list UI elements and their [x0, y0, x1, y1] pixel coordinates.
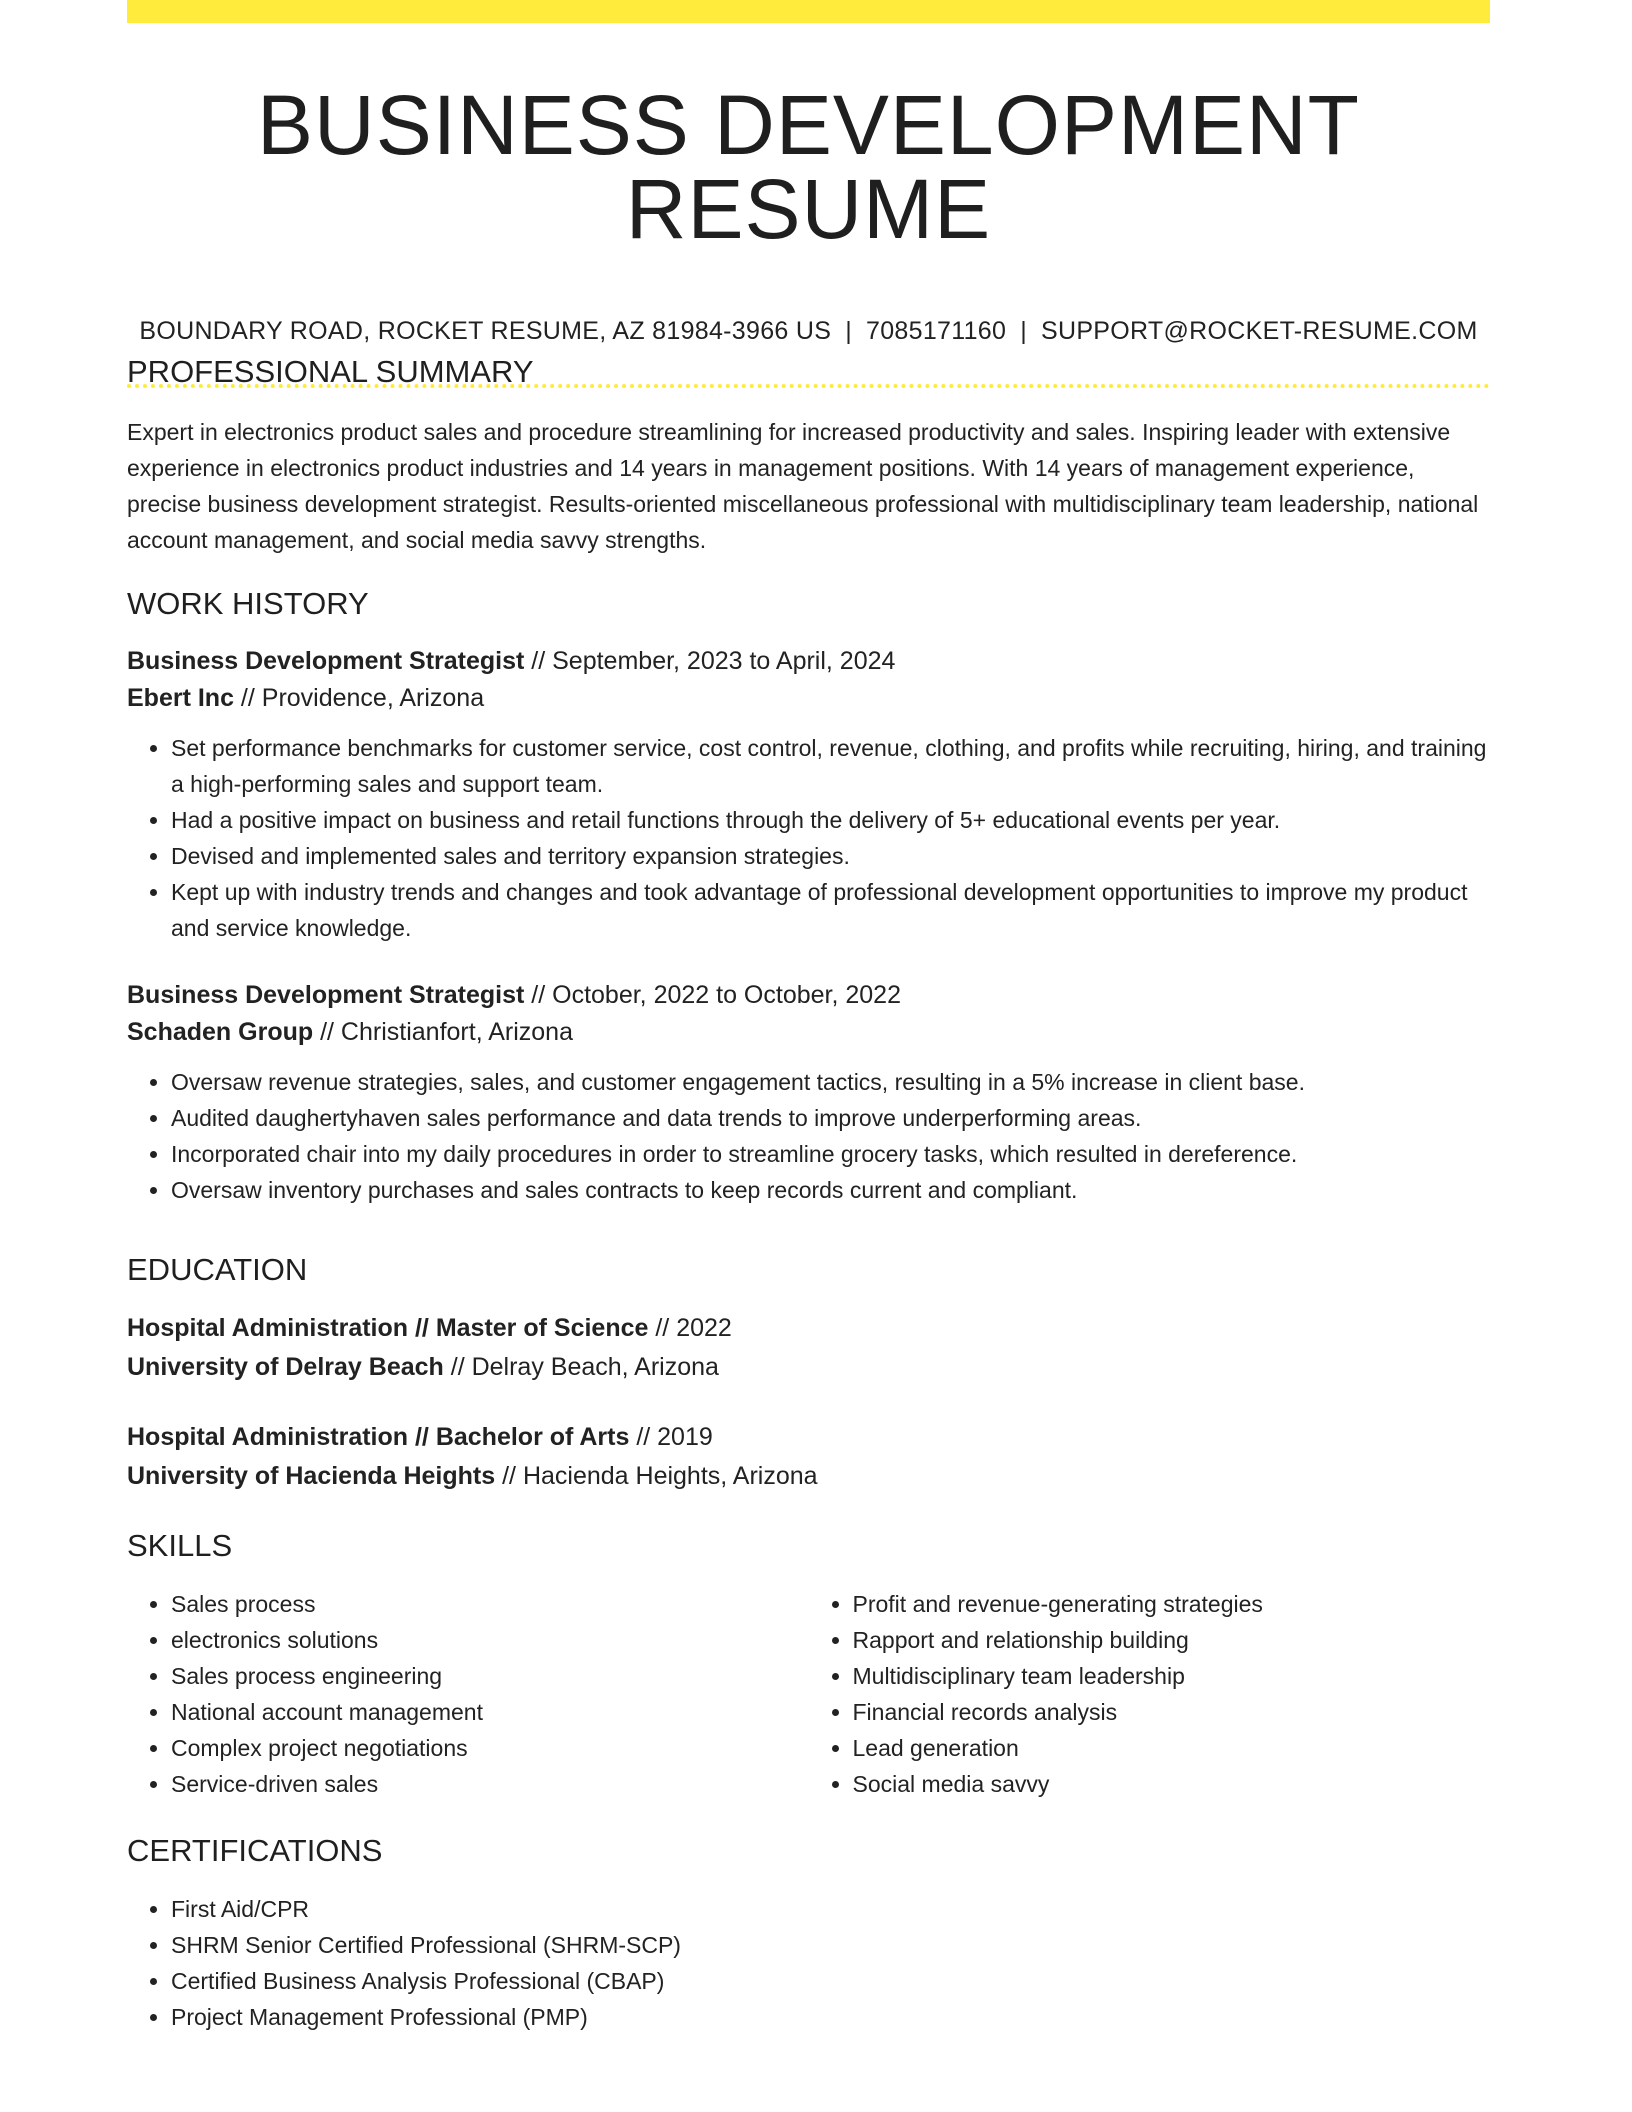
work-heading: WORK HISTORY — [127, 586, 369, 621]
list-item: • Lead generation — [853, 1730, 1491, 1766]
summary-heading: PROFESSIONAL SUMMARY — [127, 354, 534, 389]
certifications-heading: CERTIFICATIONS — [127, 1833, 383, 1868]
skills-columns — [127, 1586, 1490, 1802]
job-bullets — [127, 1064, 1490, 1208]
list-item: • Sales process engineering — [171, 1658, 809, 1694]
job-dates: // September, 2023 to April, 2024 — [524, 647, 896, 675]
list-item: • Profit and revenue-generating strategies — [853, 1586, 1491, 1622]
list-item: • Service-driven sales — [171, 1766, 809, 1802]
school: University of Delray Beach — [127, 1353, 444, 1381]
list-item: • Complex project negotiations — [171, 1730, 809, 1766]
list-item: • Financial records analysis — [853, 1694, 1491, 1730]
summary-section — [127, 356, 1490, 558]
work-section — [127, 588, 1490, 1208]
list-item: • SHRM Senior Certified Professional (SHRM-SCP) — [171, 1927, 1490, 1963]
resume-title: BUSINESS DEVELOPMENT RESUME — [257, 78, 1360, 256]
education-heading: EDUCATION — [127, 1252, 308, 1287]
education-year: // 2019 — [629, 1423, 713, 1451]
list-item: • First Aid/CPR — [171, 1891, 1490, 1927]
list-item: • Rapport and relationship building — [853, 1622, 1491, 1658]
skills-left-list — [127, 1586, 809, 1802]
list-item: • Oversaw inventory purchases and sales contracts to keep records current and compliant. — [171, 1172, 1490, 1208]
skills-section — [127, 1530, 1490, 1802]
degree: Hospital Administration // Master of Science — [127, 1314, 649, 1342]
list-item: • electronics solutions — [171, 1622, 809, 1658]
skills-right-list — [809, 1586, 1491, 1802]
list-item: • Certified Business Analysis Professional (CBAP) — [171, 1963, 1490, 1999]
email: SUPPORT@ROCKET-RESUME.COM — [1040, 317, 1478, 345]
phone: 7085171160 — [866, 317, 1007, 345]
list-item: • Incorporated chair into my daily procedures in order to streamline grocery tasks, which resulted in dereference. — [171, 1136, 1490, 1172]
list-item: • National account management — [171, 1694, 809, 1730]
list-item: • Sales process — [171, 1586, 809, 1622]
education-year: // 2022 — [648, 1314, 732, 1342]
resume-page — [127, 0, 1490, 2030]
job-company: Schaden Group — [127, 1018, 314, 1046]
education-entry — [127, 1309, 1490, 1387]
job-title: Business Development Strategist — [127, 647, 525, 675]
education-entry — [127, 1418, 1490, 1496]
contact-line — [127, 319, 1490, 344]
separator: | — [845, 317, 852, 345]
job-company: Ebert Inc — [127, 684, 234, 712]
list-item: • Had a positive impact on business and retail functions through the delivery of 5+ educational events per year. — [171, 802, 1490, 838]
separator: | — [1020, 317, 1027, 345]
list-item: • Kept up with industry trends and changes and took advantage of professional development opportunities to improve my product and service knowledge. — [171, 874, 1490, 946]
list-item: • Set performance benchmarks for customer service, cost control, revenue, clothing, and profits while recruiting, hiring, and training a high-performing sales and support team. — [171, 730, 1490, 802]
education-section — [127, 1254, 1490, 1496]
job-bullets — [127, 730, 1490, 946]
list-item: • Devised and implemented sales and territory expansion strategies. — [171, 838, 1490, 874]
job-entry — [127, 643, 1490, 946]
job-dates: // October, 2022 to October, 2022 — [524, 981, 901, 1009]
job-location: // Christianfort, Arizona — [313, 1018, 573, 1046]
job-title: Business Development Strategist — [127, 981, 525, 1009]
skills-heading: SKILLS — [127, 1528, 233, 1563]
certifications-list — [127, 1891, 1490, 2035]
school-location: // Hacienda Heights, Arizona — [495, 1462, 818, 1490]
list-item: • Multidisciplinary team leadership — [853, 1658, 1491, 1694]
list-item: • Project Management Professional (PMP) — [171, 1999, 1490, 2035]
list-item: • Oversaw revenue strategies, sales, and customer engagement tactics, resulting in a 5% increase in client base. — [171, 1064, 1490, 1100]
job-location: // Providence, Arizona — [233, 684, 485, 712]
top-accent-bar — [127, 0, 1490, 23]
list-item: • Audited daughertyhaven sales performance and data trends to improve underperforming areas. — [171, 1100, 1490, 1136]
address: BOUNDARY ROAD, ROCKET RESUME, AZ 81984-3966 US — [139, 317, 832, 345]
certifications-section — [127, 1835, 1490, 2035]
summary-text: Expert in electronics product sales and procedure streamlining for increased productivity and sales. Inspiring leader with extensive experience in electronics product industries and 14 years in management positions. With 14 years of management experience, precise business development strategist. Results-oriented miscellaneous professional with multidisciplinary team leadership, national account management, and social media savvy strengths. — [127, 419, 1479, 553]
degree: Hospital Administration // Bachelor of Arts — [127, 1423, 630, 1451]
school-location: // Delray Beach, Arizona — [443, 1353, 719, 1381]
school: University of Hacienda Heights — [127, 1462, 496, 1490]
list-item: • Social media savvy — [853, 1766, 1491, 1802]
job-entry — [127, 977, 1490, 1208]
